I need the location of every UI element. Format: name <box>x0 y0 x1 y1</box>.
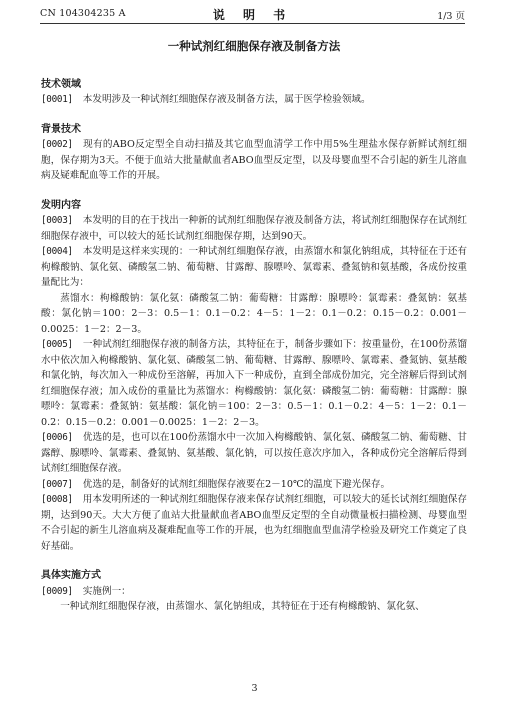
section-heading-tech-field: 技术领域 <box>41 78 81 90</box>
paragraph-example-one <box>41 599 467 615</box>
paragraph-number: [0006] <box>41 432 73 443</box>
paragraph-number: [0001] <box>41 94 73 105</box>
paragraph-0006 <box>41 430 467 477</box>
paragraph-text: 一种试剂红细胞保存液的制备方法，其特征在于，制备步骤如下：按重量份，在100份蒸馏水中依次加入枸橼酸钠、氯化氨、磷酸氢二钠、葡萄糖、甘露醇、腺嘌呤、氯霉素、叠氮钠、氨基酸和氯化钠，每次加入一种成份至溶解，再加入下一种成份，直到全部成份加完，完全溶解后得到试剂红细胞保存液；加入成份的重量比为蒸馏水：枸橼酸钠：氯化氨：磷酸氢二钠：葡萄糖：甘露醇：腺嘌呤：氯霉素：叠氮钠：氨基酸：氯化钠＝100：2－3：0.5－1：0.1－0.2：4－5：1－2：0.1－0.2：0.15－0.2：0.001－0.0025：1－2：2－3。 <box>41 339 467 428</box>
paragraph-0003 <box>41 213 467 244</box>
page-header <box>40 7 465 21</box>
paragraph-number: [0008] <box>41 494 73 505</box>
document-body <box>41 39 467 615</box>
document-title: 一种试剂红细胞保存液及制备方法 <box>167 39 341 53</box>
paragraph-0007 <box>41 477 467 493</box>
paragraph-number: [0003] <box>41 215 73 226</box>
paragraph-0004 <box>41 244 467 291</box>
paragraph-0008 <box>41 492 467 554</box>
paragraph-0005 <box>41 337 467 430</box>
paragraph-text: 现有的ABO反定型全自动扫描及其它血型血清学工作中用5%生理盐水保存新鲜试剂红细胞，保存期为3天。不便于血站大批量献血者ABO血型反定型，以及母婴血型不合引起的新生儿溶血病及疑难配血等工作的开展。 <box>41 139 467 181</box>
section-heading-background: 背景技术 <box>41 123 81 135</box>
paragraph-number: [0004] <box>41 246 73 257</box>
doc-type-title: 说 明 书 <box>212 8 293 22</box>
header-divider <box>40 23 465 24</box>
paragraph-formula <box>41 291 467 338</box>
paragraph-number: [0009] <box>41 585 73 597</box>
paragraph-text: 一种试剂红细胞保存液，由蒸馏水、氯化钠组成，其特征在于还有枸橼酸钠、氯化氨、 <box>60 601 425 612</box>
paragraph-number: [0005] <box>41 339 73 350</box>
paragraph-text: 实施例一： <box>82 585 131 597</box>
paragraph-text: 本发明的目的在于找出一种新的试剂红细胞保存液及制备方法，将试剂红细胞保存在试剂红细胞保存液中，可以较大的延长试剂红细胞保存期，达到90天。 <box>41 215 467 242</box>
paragraph-text: 用本发明所述的一种试剂红细胞保存液来保存试剂红细胞，可以较大的延长试剂红细胞保存期，达到90天。大大方便了血站大批量献血者ABO血型反定型的全自动微量板扫描检测、母婴血型不合引起的新生儿溶血病及凝难配血等工作的开展，也为红细胞血型血清学检验及研究工作奠定了良好基础。 <box>41 494 467 552</box>
paragraph-text: 本发明是这样来实现的：一种试剂红细胞保存液，由蒸馏水和氯化钠组成，其特征在于还有枸橼酸钠、氯化氨、磷酸氢二钠、葡萄糖、甘露醇、腺嘌呤、氯霉素、叠氮钠和氨基酸，各成份按重量配比为： <box>41 246 467 288</box>
paragraph-text: 优选的是，也可以在100份蒸馏水中一次加入枸橼酸钠、氯化氨、磷酸氢二钠、葡萄糖、甘露醇、腺嘌呤、氯霉素、叠氮钠、氨基酸、氯化钠，可以按任意次序加入，各种成份完全溶解后得到试剂红细胞保存液。 <box>41 432 467 474</box>
section-heading-content: 发明内容 <box>41 199 81 211</box>
page-indicator: 1/3 页 <box>437 11 465 22</box>
paragraph-number: [0002] <box>41 139 73 150</box>
paragraph-0001 <box>41 92 467 108</box>
paragraph-number: [0007] <box>41 478 73 490</box>
paragraph-text: 蒸馏水：枸橼酸钠：氯化氨：磷酸氢二钠：葡萄糖：甘露醇：腺嘌呤：氯霉素：叠氮钠：氨基酸：氯化钠＝100：2－3：0.5－1：0.1－0.2：4－5：1－2：0.1－0.2：0.15－0.2：0.001－0.0025：1－2：2－3。 <box>41 292 467 335</box>
paragraph-0009 <box>41 584 467 600</box>
paragraph-0002 <box>41 137 467 184</box>
doc-number: CN 104304235 A <box>40 8 126 19</box>
paragraph-text: 本发明涉及一种试剂红细胞保存液及制备方法，属于医学检验领域。 <box>82 94 371 105</box>
paragraph-text: 优选的是，制备好的试剂红细胞保存液要在2－10℃的温度下避光保存。 <box>82 478 391 490</box>
section-heading-embodiment: 具体实施方式 <box>41 570 101 581</box>
page-number: 3 <box>251 683 258 694</box>
